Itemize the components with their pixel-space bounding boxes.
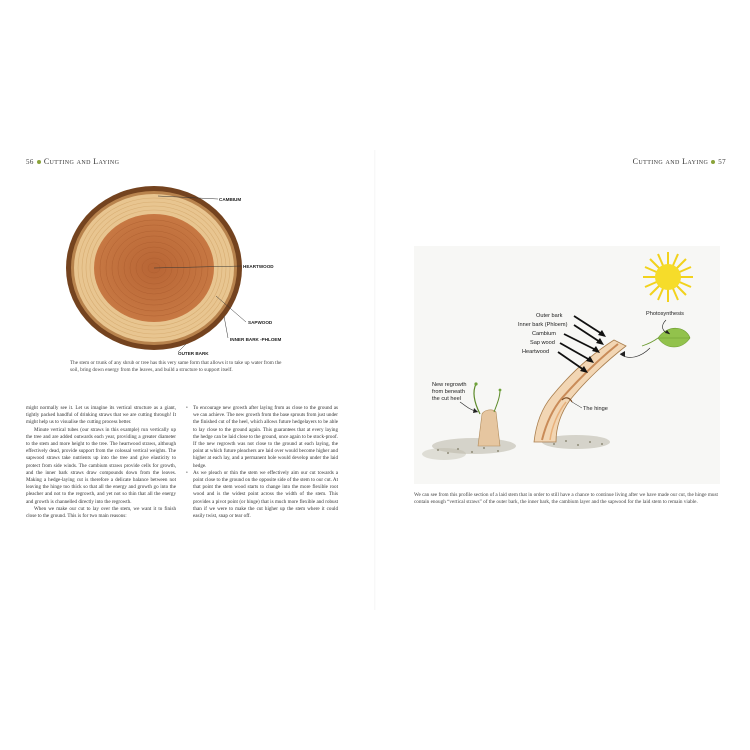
- paragraph: might normally see it. Let us imagine its vertical structure as a giant, tightly packed handful of drinking straws that we are cutting through! It might help us to visualise the cutting process better.: [26, 405, 176, 426]
- label-sap-wood: Sap wood: [530, 340, 555, 346]
- paragraph: When we make our cut to lay over the stem, we want it to finish close to the ground. This is for two main reasons:: [26, 505, 176, 520]
- label-photosynthesis: Photosynthesis: [646, 311, 684, 317]
- bullet-dot-icon: [37, 160, 41, 164]
- laid-stem-profile-figure: [414, 246, 720, 484]
- leaf-icon: [642, 328, 690, 347]
- label-inner-bark: INNER BARK -PHLOEM: [230, 337, 282, 342]
- body-column-2: [186, 405, 338, 520]
- list-item: • To encourage new growth after laying from as close to the ground as we can achieve. The new growth from the base sprouts from just under the finished cut of the heel, which allows future hedgelayers to be able to lay close to the ground again. This guarantees that at every laying the hedge can be laid close to the ground, once again to be stock-proof. If the new regrowth was not close to the ground at each laying, the point at which future pleachers are laid over would become higher and higher at each lay, and a permanent hole would develop under the laid hedge.: [186, 405, 338, 470]
- sun-icon: [643, 252, 693, 302]
- label-outer-bark: OUTER BARK: [178, 351, 209, 356]
- running-head-left: [26, 157, 119, 166]
- ground-gravel: [422, 435, 610, 460]
- label-new-regrowth: New regrowth: [432, 382, 467, 388]
- label-sapwood: SAPWOOD: [248, 320, 273, 325]
- label-hinge: The hinge: [583, 406, 608, 412]
- page-number-left: 56: [26, 157, 34, 166]
- list-item: • As we pleach or thin the stem we effectively aim our cut towards a point close to the ground on the opposite side of the stem to our cut. At that point the stem wood starts to change into the more flexible root wood and is the widest point across the width of the stem. This provides a pivot point (or hinge) that is much more flexible and robust than if we were to make the cut higher up the stem where it could easily twist, snap or tear off.: [186, 470, 338, 520]
- chapter-title-left: Cutting and Laying: [43, 157, 120, 166]
- label-outer-bark: Outer bark: [536, 313, 563, 319]
- label-new-regrowth-2: from beneath: [432, 389, 465, 395]
- cut-stump: [478, 410, 500, 446]
- figure-caption-right: We can see from this profile section of a laid stem that in order to still have a chance to continue living after we have made our cut, the hinge must contain enough “vertical straws” of the outer bark, the inner bark, the cambium layer and the sapwood for the laid stem to remain viable.: [414, 492, 718, 506]
- trunk-cross-section-illustration: [66, 186, 286, 356]
- figure-caption-left: The stem or trunk of any shrub or tree has this very same form that allows it to take up water from the soil, bring down energy from the leaves, and build a structure to support itself.: [70, 360, 282, 374]
- body-column-1: [26, 405, 176, 520]
- label-heartwood: HEARTWOOD: [243, 264, 274, 269]
- laid-stem-profile-illustration: [414, 246, 720, 484]
- paragraph: Minute vertical tubes (our straws in this example) run vertically up the tree and are added outwards each year, providing a greater diameter to the stem and more height to the tree. The heartwood straws, although effectively dead, provide support from the colossal vertical weights. The sapwood straws take nutrients up into the tree and give elasticity to protect from side winds. The cambium straws provide cells for growth, and the inner bark straws draw compounds down from the leaves. Making a hedge-laying cut is therefore a delicate balance between not leaving the hinge too thick so that all the energy and growth go into the pleacher and not to the regrowth, and yet not so thin that all the energy and growth is channelled directly into the regrowth.: [26, 426, 176, 505]
- label-cambium: CAMBIUM: [219, 197, 242, 202]
- label-cambium: Cambium: [532, 331, 556, 337]
- trunk-cross-section-figure: [66, 186, 286, 356]
- label-new-regrowth-3: the cut heel: [432, 396, 461, 402]
- bullet-list: [186, 405, 338, 520]
- label-heartwood: Heartwood: [522, 349, 550, 355]
- bullet-dot-icon: [711, 160, 715, 164]
- running-head-right: [633, 157, 726, 166]
- label-inner-bark: Inner bark (Phloem): [518, 322, 568, 328]
- chapter-title-right: Cutting and Laying: [632, 157, 709, 166]
- page-number-right: 57: [718, 157, 726, 166]
